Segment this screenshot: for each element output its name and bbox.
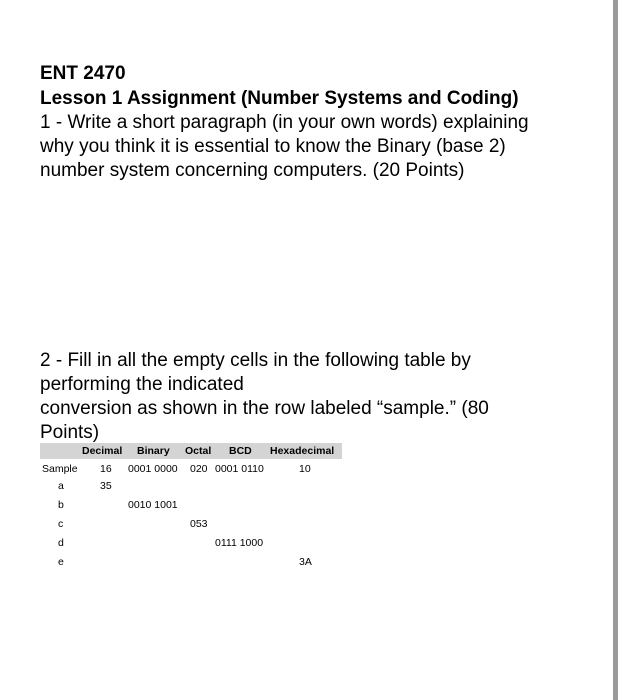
row-label-b: b [58,499,64,511]
sample-hexadecimal: 10 [299,463,311,475]
header-decimal: Decimal [82,445,123,457]
b-binary: 0010 1001 [128,499,178,511]
sample-decimal: 16 [100,463,112,475]
header-octal: Octal [185,445,212,457]
e-hexadecimal: 3A [299,556,312,568]
question-2-line-2: performing the indicated [40,374,244,395]
header-hexadecimal: Hexadecimal [270,445,335,457]
sample-binary: 0001 0000 [128,463,178,475]
d-bcd: 0111 1000 [215,537,264,549]
c-octal: 053 [190,518,208,530]
question-2-line-3: conversion as shown in the row labeled “sample.” (80 [40,398,489,419]
lesson-title: Lesson 1 Assignment (Number Systems and Coding) [40,88,519,109]
question-1-line-3: number system concerning computers. (20 Points) [40,160,465,181]
question-2-line-4: Points) [40,422,100,443]
header-binary: Binary [137,445,170,457]
a-decimal: 35 [100,480,112,492]
row-label-c: c [58,518,64,530]
header-bcd: BCD [229,445,252,457]
question-1-line-1: 1 - Write a short paragraph (in your own words) explaining [40,112,529,133]
question-2-line-1: 2 - Fill in all the empty cells in the following table by [40,350,471,371]
row-label-a: a [58,480,64,492]
sample-bcd: 0001 0110 [215,463,264,475]
sample-octal: 020 [190,463,208,475]
row-label-e: e [58,556,64,568]
row-label-sample: Sample [42,463,78,475]
course-code: ENT 2470 [40,63,126,84]
page-edge-border [613,0,618,700]
question-1-line-2: why you think it is essential to know the Binary (base 2) [40,136,506,157]
row-label-d: d [58,537,64,549]
